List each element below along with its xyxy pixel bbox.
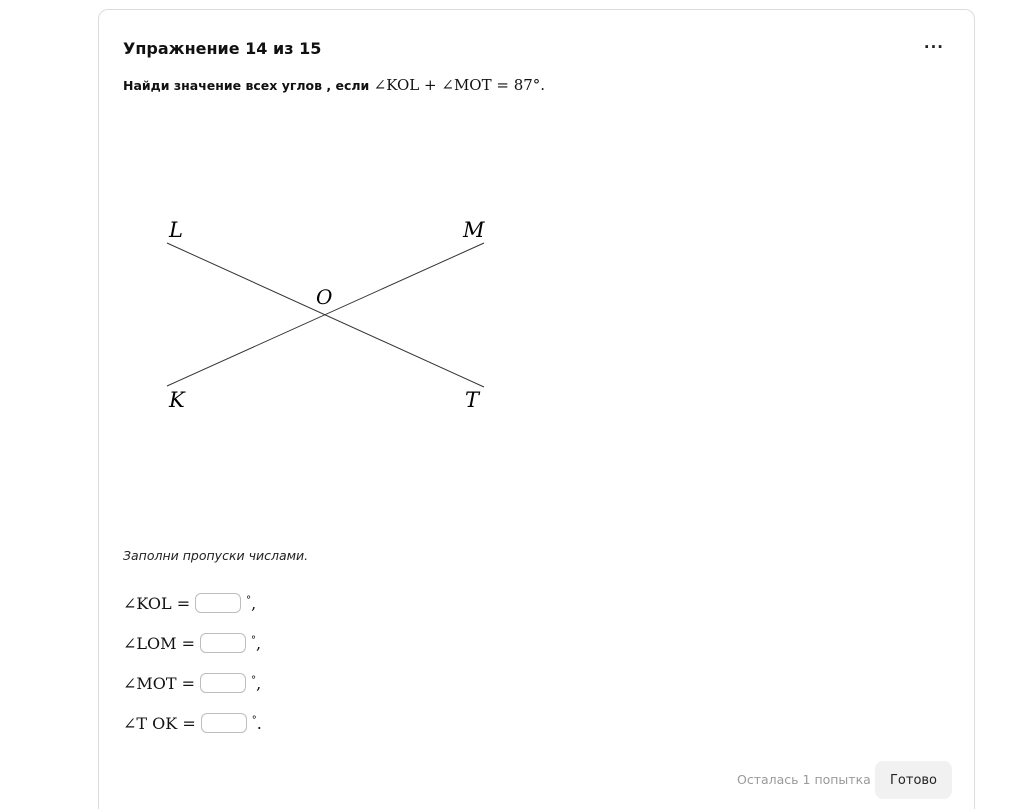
equation-suffix: , [256, 673, 262, 693]
point-label-M: M [463, 218, 485, 242]
equation-suffix: , [256, 633, 262, 653]
equation-label: ∠LOM = [123, 633, 196, 653]
point-label-O: O [316, 285, 333, 309]
task-text: Найди значение всех углов , если [123, 78, 370, 93]
degree-sign: ° [251, 714, 257, 726]
equation-label: ∠T OK = [123, 713, 196, 733]
equation-tok [123, 710, 262, 736]
angles-diagram [157, 210, 497, 430]
point-label-K: K [169, 388, 185, 412]
equation-lom [123, 630, 261, 656]
angle-tok-input[interactable] [201, 713, 247, 733]
equation-kol [123, 590, 256, 616]
angle-kol-input[interactable] [195, 593, 241, 613]
more-options-icon[interactable]: ··· [923, 38, 944, 56]
equation-suffix: . [256, 713, 262, 733]
degree-sign: ° [246, 594, 252, 606]
equation-label: ∠KOL = [123, 593, 191, 613]
done-button[interactable]: Готово [875, 761, 952, 799]
point-label-T: T [465, 388, 480, 412]
point-label-L: L [169, 218, 183, 242]
angle-lom-input[interactable] [200, 633, 246, 653]
exercise-title: Упражнение 14 из 15 [123, 39, 322, 58]
equation-mot [123, 670, 261, 696]
exercise-card [98, 9, 975, 809]
task-statement [123, 76, 545, 94]
equation-suffix: , [251, 593, 257, 613]
attempts-remaining: Осталась 1 попытка [737, 772, 871, 787]
degree-sign: ° [251, 674, 257, 686]
fill-in-hint: Заполни пропуски числами. [123, 548, 309, 563]
task-formula: ∠KOL + ∠MOT = 87°. [373, 76, 546, 94]
degree-sign: ° [251, 634, 257, 646]
angle-mot-input[interactable] [200, 673, 246, 693]
equation-label: ∠MOT = [123, 673, 196, 693]
